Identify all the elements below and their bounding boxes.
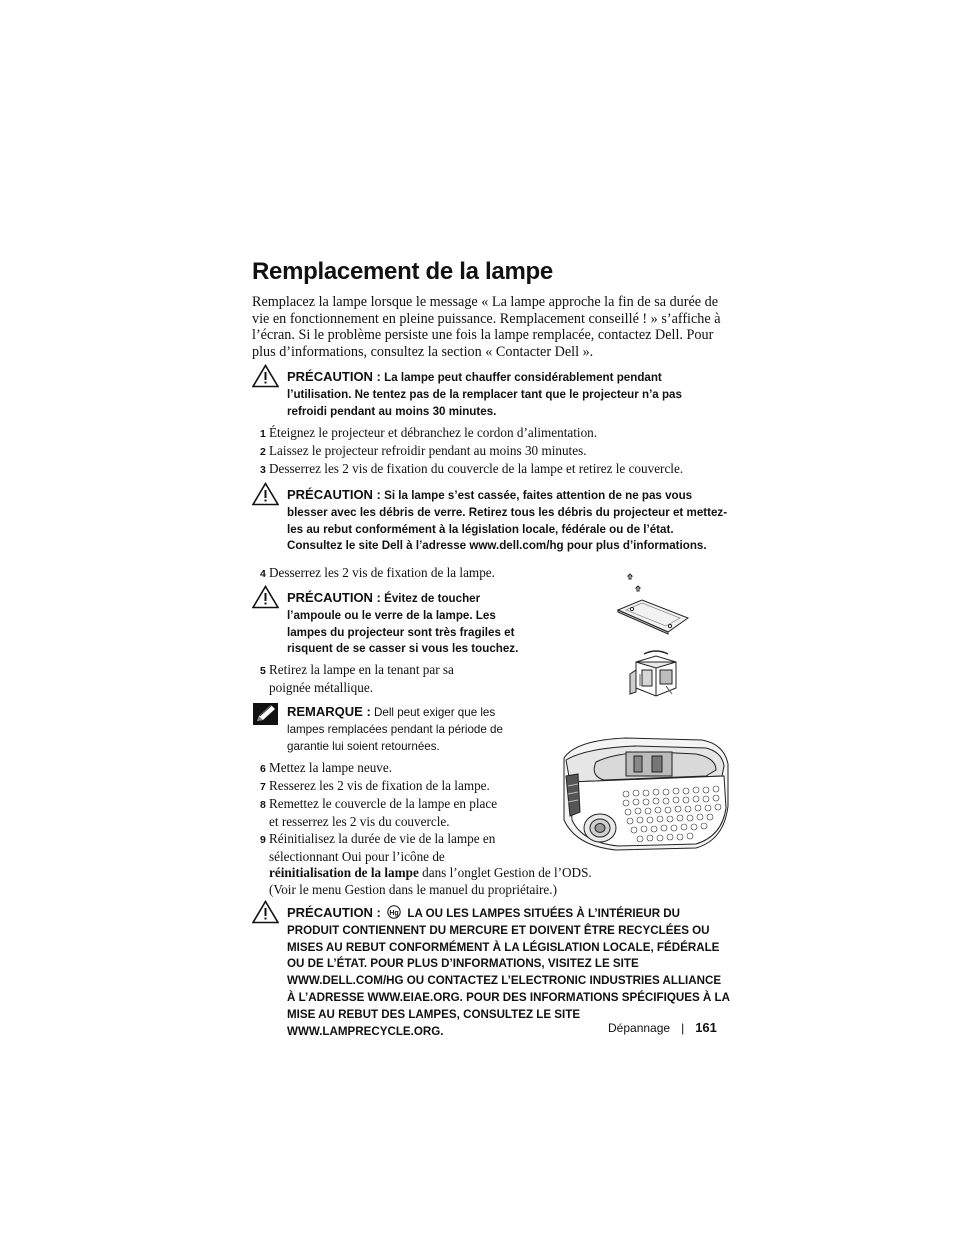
remark-label: REMARQUE : (287, 704, 371, 719)
caution-triangle-icon (252, 482, 279, 506)
remark-note (287, 704, 527, 755)
page-title: Remplacement de la lampe (252, 258, 553, 285)
step-number: 3 (260, 464, 266, 476)
caution-text: Évitez de toucher l’ampoule ou le verre de la lampe. Les lampes du projecteur sont très fragiles et risquent de se casser si vous les touchez. (287, 592, 519, 656)
step-text-cont: sélectionnant Oui pour l’icône de (269, 848, 445, 864)
step-number: 5 (260, 665, 266, 677)
step-9 (260, 831, 592, 898)
step-text: Desserrez les 2 vis de fixation de la lampe. (269, 565, 495, 580)
step-text: Éteignez le projecteur et débranchez le cordon d’alimentation. (269, 425, 598, 440)
step-7 (260, 778, 490, 796)
step-text: Laissez le projecteur refroidir pendant au moins 30 minutes. (269, 443, 587, 458)
step-text: Remettez le couvercle de la lampe en place (269, 796, 498, 811)
step-text: Resserez les 2 vis de fixation de la lampe. (269, 778, 490, 793)
caution-note-3 (287, 590, 532, 658)
caution-label: PRÉCAUTION : (287, 905, 381, 920)
caution-text: La lampe peut chauffer considérablement pendant l’utilisation. Ne tentez pas de la remplacer tant que le projecteur n’a pas refroidi pendant au moins 30 minutes. (287, 371, 682, 418)
step-number: 7 (260, 781, 266, 793)
caution-note-2 (287, 487, 732, 555)
step-3 (260, 461, 683, 479)
remark-text: Dell peut exiger que les lampes remplacées pendant la période de garantie lui soient retournées. (287, 706, 503, 753)
caution-text: LA OU LES LAMPES SITUÉES À L’INTÉRIEUR DU PRODUIT CONTIENNENT DU MERCURE ET DOIVENT ÊTRE RECYCLÉES OU MISES AU REBUT CONFORMÉMENT À LA LÉGISLATION LOCALE, FÉDÉRALE OU DE L’ÉTAT. POUR PLUS D’INFORMATIONS, VISITEZ LE SITE WWW.DELL.COM/HG OU CONTACTEZ L’ELECTRONIC INDUSTRIES ALLIANCE À L’ADRESSE WWW.EIAE.ORG. POUR DES INFORMATIONS SPÉCIFIQUES À LA MISE AU REBUT DES LAMPES, CONSULTEZ LE SITE WWW.LAMPRECYCLE.ORG. (287, 907, 730, 1038)
step-number: 4 (260, 568, 266, 580)
hg-mercury-icon (387, 905, 401, 919)
step-text-cont: et resserrez les 2 vis du couvercle. (269, 813, 450, 829)
projector-illustration (556, 736, 732, 854)
step-text: Réinitialisez la durée de vie de la lampe en (269, 831, 496, 846)
page-number: 161 (695, 1020, 717, 1035)
lamp-reset-term: réinitialisation de la lampe (269, 865, 419, 881)
svg-text:Hg: Hg (389, 910, 399, 917)
step-number: 2 (260, 446, 266, 458)
caution-text: Si la lampe s’est cassée, faites attention de ne pas vous blesser avec les débris de verre. Retirez tous les débris du projecteur et mettez-les au rebut conformément à la législation locale, fédérale ou de l’état. Consultez le site Dell à l’adresse www.dell.com/hg pour plus d’informations. (287, 489, 728, 553)
caution-label: PRÉCAUTION : (287, 487, 381, 502)
step-8 (260, 796, 497, 830)
footer-section: Dépannage (608, 1021, 671, 1035)
caution-triangle-icon (252, 364, 279, 388)
step-number: 6 (260, 763, 266, 775)
lamp-module-illustration (626, 650, 686, 705)
step-number: 1 (260, 428, 266, 440)
step-6 (260, 760, 392, 778)
step-5 (260, 662, 454, 696)
caution-triangle-icon (252, 585, 279, 609)
step-2 (260, 443, 587, 461)
lamp-cover-illustration (612, 566, 692, 636)
page-footer (608, 1020, 726, 1035)
step-number: 8 (260, 799, 266, 811)
caution-note-1 (287, 369, 687, 420)
step-text: Mettez la lampe neuve. (269, 760, 393, 775)
intro-paragraph: Remplacez la lampe lorsque le message « La lampe approche la fin de sa durée de vie en fonctionnement en pleine puissance. Remplacement conseillé ! » s’affiche à l’écran. Si le problème persiste une fois la lampe remplacée, contactez Dell. Pour plus d’informations, consultez la section « Contacter Dell ». (252, 294, 721, 360)
step-1 (260, 425, 597, 443)
step-number: 9 (260, 834, 266, 846)
caution-triangle-icon (252, 900, 279, 924)
step-text-cont: dans l’onglet Gestion de l’ODS. (418, 865, 592, 881)
step-text-cont: (Voir le menu Gestion dans le manuel du propriétaire.) (269, 881, 557, 897)
pencil-note-icon (252, 702, 279, 726)
step-text: Retirez la lampe en la tenant par sa (269, 662, 454, 677)
caution-label: PRÉCAUTION : (287, 590, 381, 605)
caution-label: PRÉCAUTION : (287, 369, 381, 384)
step-4 (260, 565, 495, 583)
step-text: Desserrez les 2 vis de fixation du couvercle de la lampe et retirez le couvercle. (269, 461, 684, 476)
footer-separator: | (681, 1021, 685, 1035)
step-text-cont: poignée métallique. (269, 679, 373, 695)
